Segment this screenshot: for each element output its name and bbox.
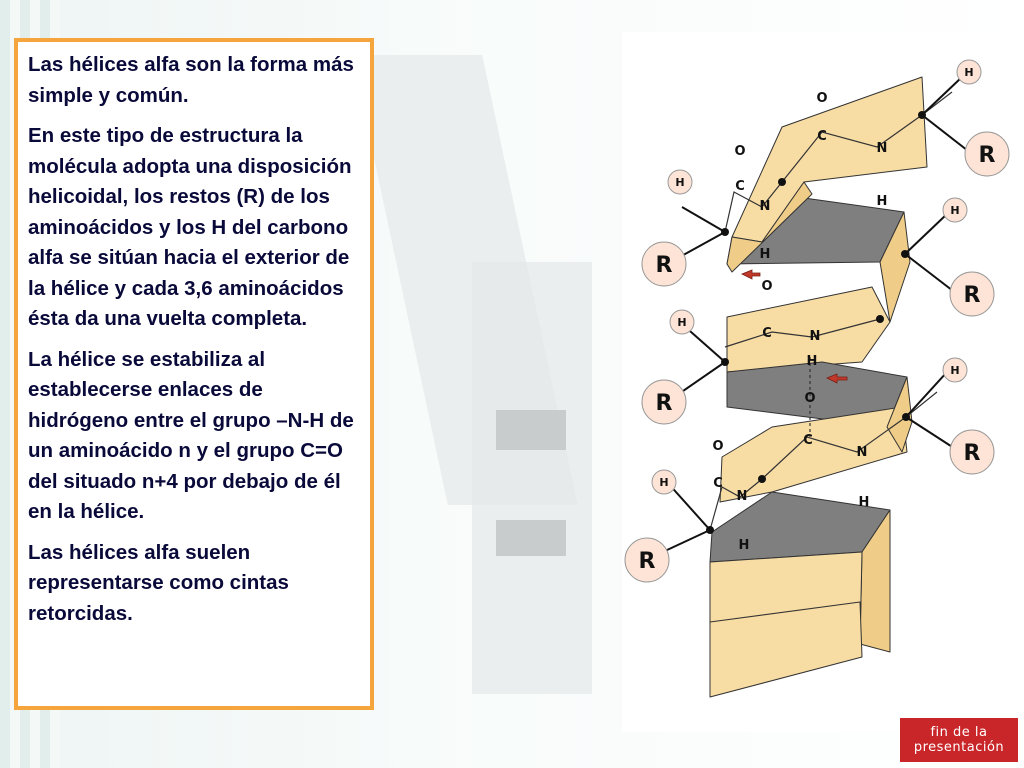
oxygen-label: O <box>761 279 773 294</box>
nitrogen-label: N <box>856 445 868 460</box>
hydrogen-label: H <box>950 204 960 217</box>
nitrogen-label: N <box>876 141 888 156</box>
hydrogen-label: H <box>876 194 888 209</box>
background-shape-block <box>472 262 592 694</box>
paragraph-ribbons: Las hélices alfa suelen representarse como cintas retorcidas. <box>28 540 289 625</box>
oxygen-label: O <box>734 144 746 159</box>
r-group-label: R <box>638 549 656 574</box>
alpha-carbon <box>901 250 909 258</box>
alpha-carbon <box>721 228 729 236</box>
end-button-line1: fin de la <box>930 725 988 740</box>
nitrogen-label: N <box>759 199 771 214</box>
r-group-label: R <box>963 441 981 466</box>
paragraph-structure: En este tipo de estructura la molécula adopta una disposición helicoidal, los restos (R) de los aminoácidos y los H del carbono alfa se sitúan hacia el exterior de la hélice y cada 3,6 aminoácidos ésta da una vuelta completa. <box>28 124 352 330</box>
alpha-carbon <box>918 111 926 119</box>
hydrogen-label: H <box>738 538 750 553</box>
bond-line <box>906 372 947 417</box>
hydrogen-label: H <box>677 316 687 329</box>
end-button-line2: presentación <box>913 740 1005 755</box>
bond-line <box>922 77 962 115</box>
bond-line <box>905 254 957 294</box>
carbon-label: C <box>735 179 745 194</box>
hydrogen-label: H <box>675 176 685 189</box>
hydrogen-label: H <box>806 354 818 369</box>
bond-line <box>682 207 725 232</box>
alpha-carbon <box>876 315 884 323</box>
r-group-label: R <box>978 143 996 168</box>
alpha-carbon <box>721 358 729 366</box>
helix-svg <box>622 32 1020 732</box>
nitrogen-label: N <box>809 329 821 344</box>
r-group-label: R <box>655 253 673 278</box>
bond-line <box>922 115 972 154</box>
hydrogen-label: H <box>964 66 974 79</box>
background-shape-square <box>496 410 566 450</box>
carbon-label: C <box>713 476 723 491</box>
paragraph-intro: Las hélices alfa son la forma más simple y común. <box>28 53 354 107</box>
explanation-text-box <box>14 38 374 710</box>
oxygen-label: O <box>712 439 724 454</box>
oxygen-label: O <box>804 391 816 406</box>
hydrogen-label: H <box>759 247 771 262</box>
paragraph-stabilization: La hélice se estabiliza al establecerse enlaces de hidrógeno entre el grupo –N-H de un aminoácido n y el grupo C=O del situado n+4 por debajo de él en la hélice. <box>28 347 354 523</box>
background-shape-square <box>496 520 566 556</box>
oxygen-label: O <box>816 91 828 106</box>
bond-line <box>906 417 957 450</box>
nitrogen-label: N <box>736 489 748 504</box>
alpha-carbon <box>902 413 910 421</box>
bond-line <box>905 214 947 254</box>
carbon-label: C <box>817 129 827 144</box>
alpha-carbon <box>706 526 714 534</box>
alpha-carbon <box>758 475 766 483</box>
arrow-icon <box>742 270 760 279</box>
carbon-label: C <box>762 326 772 341</box>
hydrogen-label: H <box>858 495 870 510</box>
r-group-label: R <box>655 391 673 416</box>
end-presentation-button[interactable] <box>900 718 1018 762</box>
ribbon-segment <box>720 407 907 502</box>
hydrogen-label: H <box>659 476 669 489</box>
hydrogen-label: H <box>950 364 960 377</box>
alpha-helix-diagram <box>622 32 1020 732</box>
carbon-label: C <box>803 433 813 448</box>
alpha-carbon <box>778 178 786 186</box>
r-group-label: R <box>963 283 981 308</box>
